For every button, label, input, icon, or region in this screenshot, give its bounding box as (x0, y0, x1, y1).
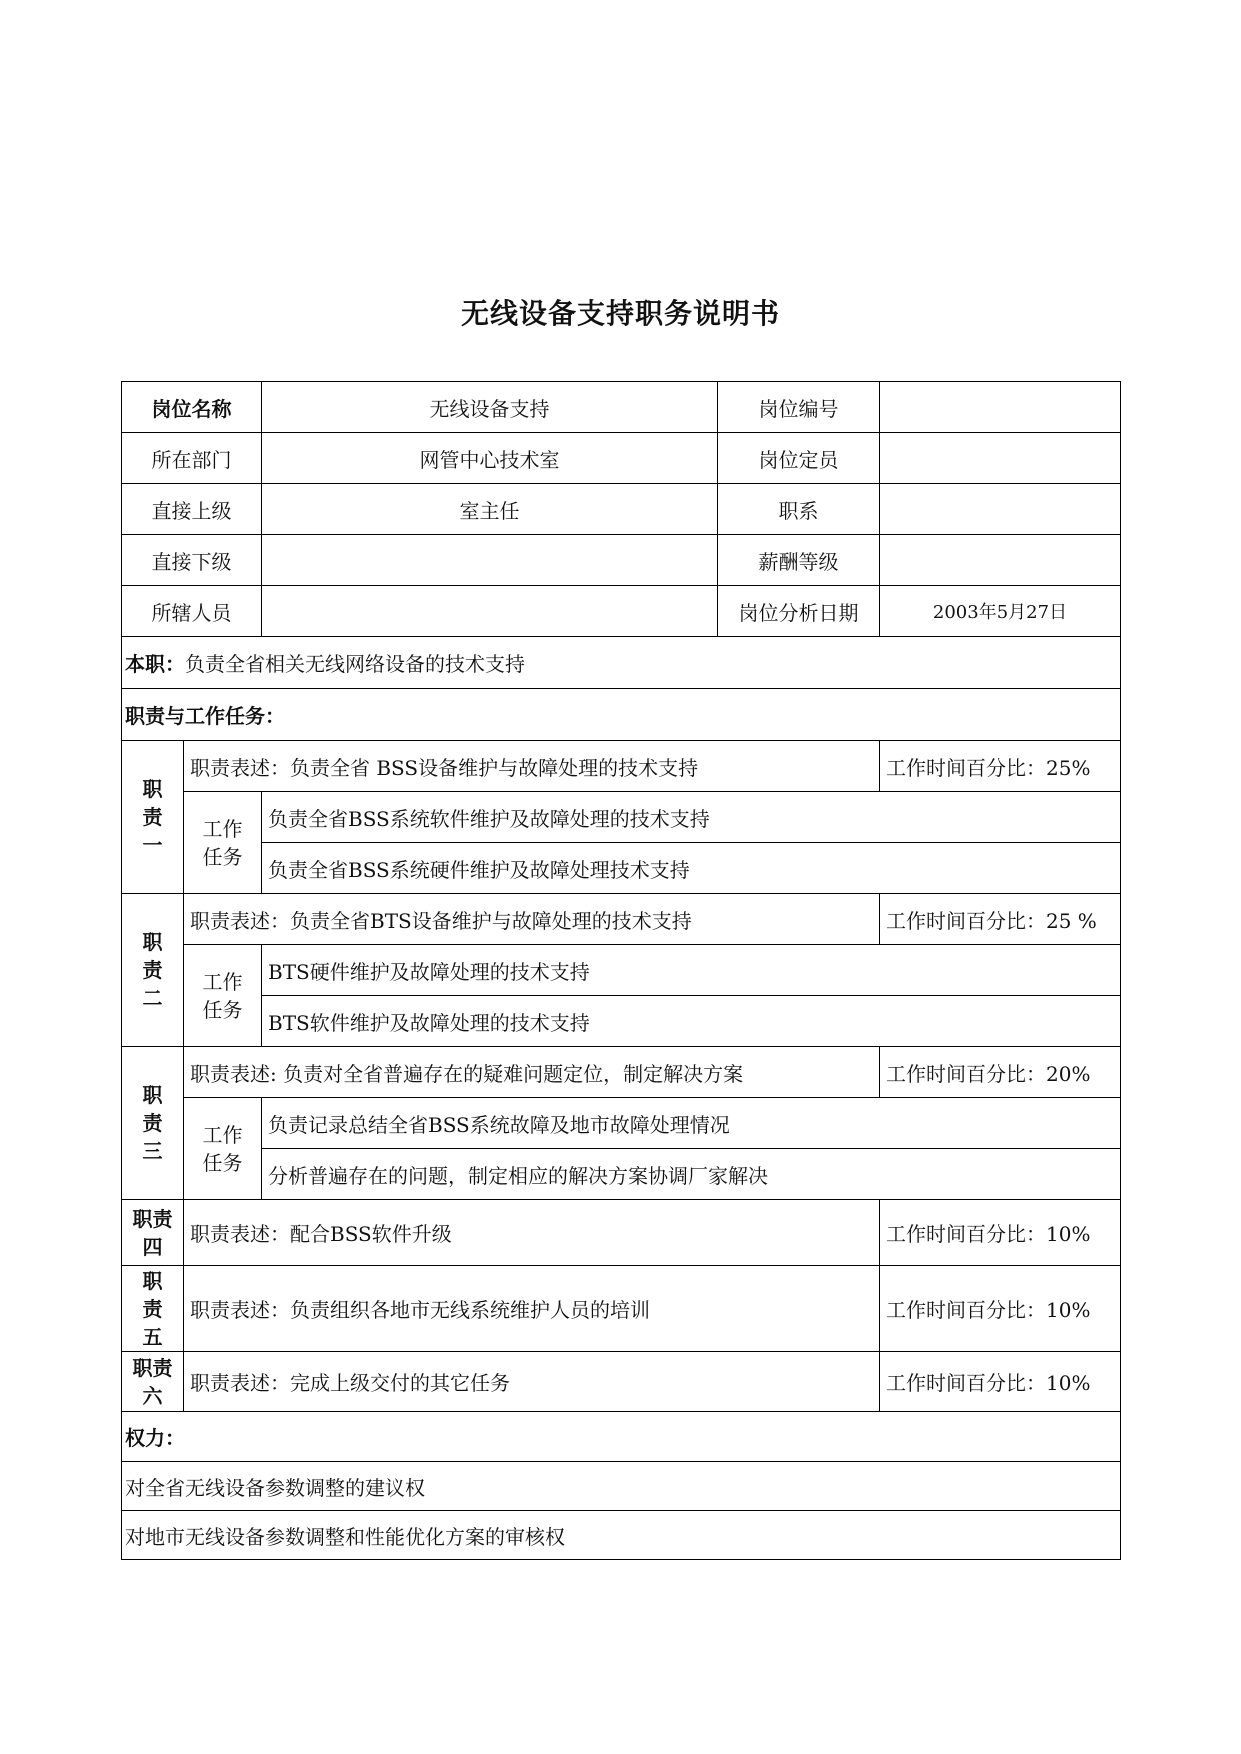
authority-item-2: 对地市无线设备参数调整和性能优化方案的审核权 (122, 1511, 1121, 1560)
duty-3-task-1: 负责记录总结全省BSS系统故障及地市故障处理情况 (262, 1098, 1121, 1149)
duty-6-time: 工作时间百分比：10% (880, 1352, 1121, 1412)
department-label: 所在部门 (122, 433, 262, 484)
job-family-value (880, 484, 1121, 535)
authority-item-1: 对全省无线设备参数调整的建议权 (122, 1462, 1121, 1511)
position-code-label: 岗位编号 (718, 382, 880, 433)
duty-6-statement: 职责表述：完成上级交付的其它任务 (184, 1352, 880, 1412)
managed-staff-label: 所辖人员 (122, 586, 262, 637)
duty-5-time: 工作时间百分比：10% (880, 1266, 1121, 1352)
subordinate-label: 直接下级 (122, 535, 262, 586)
duty-3-task-2: 分析普遍存在的问题，制定相应的解决方案协调厂家解决 (262, 1149, 1121, 1200)
duty-4-statement: 职责表述：配合BSS软件升级 (184, 1200, 880, 1266)
duty-1-task-2: 负责全省BSS系统硬件维护及故障处理技术支持 (262, 843, 1121, 894)
duty-6-label: 职责 六 (122, 1352, 184, 1412)
duty-1-time: 工作时间百分比：25% (880, 741, 1121, 792)
position-name-value: 无线设备支持 (262, 382, 718, 433)
duty-1-statement: 职责表述：负责全省 BSS设备维护与故障处理的技术支持 (184, 741, 880, 792)
job-description-table (121, 381, 1121, 1560)
duty-2-label: 职 责 二 (122, 894, 184, 1047)
duty-4-time: 工作时间百分比：10% (880, 1200, 1121, 1266)
page-title: 无线设备支持职务说明书 (460, 297, 780, 330)
summary-row (122, 637, 1121, 689)
duty-2-time: 工作时间百分比：25 % (880, 894, 1121, 945)
duties-heading: 职责与工作任务： (122, 689, 1121, 741)
analysis-date-value: 2003年5月27日 (880, 586, 1121, 637)
salary-grade-label: 薪酬等级 (718, 535, 880, 586)
authority-heading: 权力： (122, 1412, 1121, 1462)
duty-5-statement: 职责表述：负责组织各地市无线系统维护人员的培训 (184, 1266, 880, 1352)
duty-3-time: 工作时间百分比：20% (880, 1047, 1121, 1098)
superior-value: 室主任 (262, 484, 718, 535)
duty-3-label: 职 责 三 (122, 1047, 184, 1200)
salary-grade-value (880, 535, 1121, 586)
superior-label: 直接上级 (122, 484, 262, 535)
duty-2-task-label: 工作 任务 (184, 945, 262, 1047)
duty-3-statement: 职责表述: 负责对全省普遍存在的疑难问题定位，制定解决方案 (184, 1047, 880, 1098)
duty-2-task-1: BTS硬件维护及故障处理的技术支持 (262, 945, 1121, 996)
duty-5-label: 职 责 五 (122, 1266, 184, 1352)
summary-label: 本职： (125, 652, 185, 676)
duty-4-label: 职责 四 (122, 1200, 184, 1266)
headcount-label: 岗位定员 (718, 433, 880, 484)
duty-2-task-2: BTS软件维护及故障处理的技术支持 (262, 996, 1121, 1047)
position-name-label: 岗位名称 (122, 382, 262, 433)
analysis-date-label: 岗位分析日期 (718, 586, 880, 637)
department-value: 网管中心技术室 (262, 433, 718, 484)
position-code-value (880, 382, 1121, 433)
duty-3-task-label: 工作 任务 (184, 1098, 262, 1200)
duty-1-task-label: 工作 任务 (184, 792, 262, 894)
summary-text: 负责全省相关无线网络设备的技术支持 (185, 652, 525, 676)
managed-staff-value (262, 586, 718, 637)
subordinate-value (262, 535, 718, 586)
duty-1-task-1: 负责全省BSS系统软件维护及故障处理的技术支持 (262, 792, 1121, 843)
duty-2-statement: 职责表述：负责全省BTS设备维护与故障处理的技术支持 (184, 894, 880, 945)
headcount-value (880, 433, 1121, 484)
duty-1-label: 职 责 一 (122, 741, 184, 894)
job-family-label: 职系 (718, 484, 880, 535)
